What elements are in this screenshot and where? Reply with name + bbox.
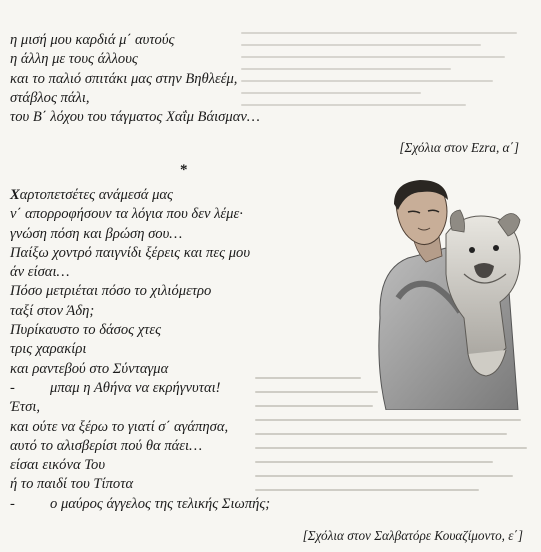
dash-marker: - (10, 495, 15, 512)
verse-line: ή το παιδί του Τίποτα (10, 476, 134, 493)
verse-line: στάβλος πάλι, (10, 89, 90, 106)
verse-line-dash-text: ο μαύρος άγγελος της τελικής Σιωπής; (50, 495, 271, 512)
verse-line: Πόσο μετριέται πόσο το χιλιόμετρο (10, 283, 212, 300)
verse-line: Έτσι, (10, 399, 41, 416)
verse-line: γνώση πόση και βρώση σου… (10, 225, 183, 242)
verse-line: του Β΄ λόχου του τάγματος Χαΐμ Βάισμαν… (10, 109, 260, 126)
verse-line: και το παλιό σπιτάκι μας στην Βηθλεέμ, (10, 70, 238, 87)
verse-line: τρις χαρακίρι (10, 341, 87, 358)
verse-line-first-rest: αρτοπετσέτες ανάμεσά μας (19, 187, 173, 203)
verse-line: άν είσαι… (10, 264, 70, 281)
drop-cap: Χ (10, 187, 20, 203)
verse-line-dash (10, 495, 270, 514)
verse-line: ν΄ απορροφήσουν τα λόγια που δεν λέμε· (10, 206, 243, 223)
verse-line: αυτό το αλισβερίσι πού θα πάει… (10, 437, 203, 454)
verse-line-dash-text: μπαμ η Αθήνα να εκρήγνυται! (50, 379, 221, 396)
dash-marker: - (10, 379, 15, 396)
verse-line: και ούτε να ξέρω το γιατί σ΄ αγάπησα, (10, 418, 229, 435)
verse-line: η μισή μου καρδιά μ΄ αυτούς (10, 32, 175, 48)
bleed-through-text-top (241, 22, 541, 132)
verse-line: είσαι εικόνα Του (10, 457, 106, 474)
verse-line-dash (10, 379, 270, 398)
verse-line: ταξί στον Άδη; (10, 302, 95, 319)
source-note-2: [Σχόλια στον Σαλβατόρε Κουαζίμοντο, ε΄] (302, 528, 523, 543)
verse-line: Παίξω χοντρό παιγνίδι ξέρεις και πες μου (10, 244, 251, 261)
verse-line: και ραντεβού στο Σύνταγμα (10, 360, 169, 377)
illustration-man-with-dog (368, 178, 534, 410)
verse-line: η άλλη με τους άλλους (10, 51, 138, 68)
source-note-1: [Σχόλια στον Ezra, α΄] (399, 140, 519, 155)
verse-line-first (10, 186, 270, 205)
poem-section-1 (10, 31, 260, 127)
section-separator: * (180, 162, 188, 178)
verse-line: Πυρίκαυστο το δάσος χτες (10, 322, 162, 339)
poem-section-2 (10, 186, 270, 514)
